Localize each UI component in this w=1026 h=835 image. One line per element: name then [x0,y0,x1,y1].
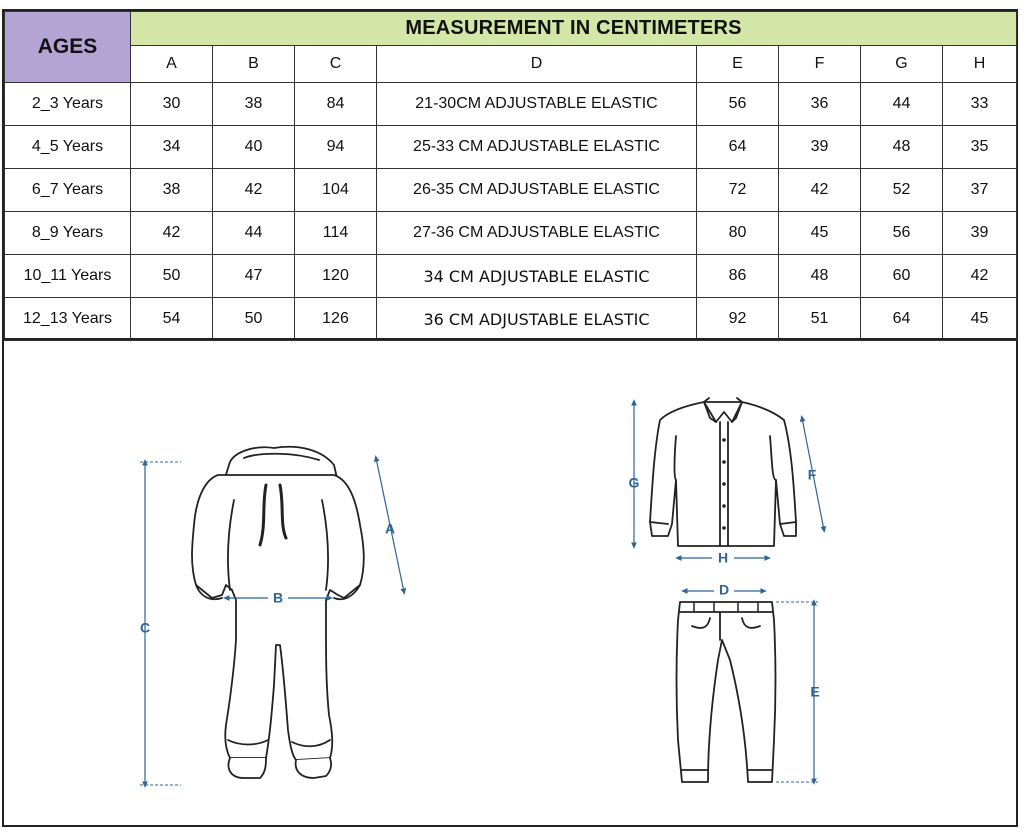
value-cell: 72 [697,169,779,212]
value-cell: 56 [861,212,943,255]
value-cell: 56 [697,83,779,126]
value-cell: 51 [779,298,861,341]
value-cell: 48 [861,126,943,169]
value-cell: 64 [861,298,943,341]
label-g: G [628,474,640,491]
value-cell: 45 [943,298,1017,341]
column-header-g: G [861,46,943,83]
value-cell: 42 [779,169,861,212]
value-cell: 42 [131,212,213,255]
elastic-cell: 21-30CM ADJUSTABLE ELASTIC [377,83,697,126]
value-cell: 44 [213,212,295,255]
value-cell: 52 [861,169,943,212]
value-cell: 84 [295,83,377,126]
column-header-c: C [295,46,377,83]
column-header-b: B [213,46,295,83]
value-cell: 39 [943,212,1017,255]
value-cell: 42 [213,169,295,212]
value-cell: 92 [697,298,779,341]
table-title: MEASUREMENT IN CENTIMETERS [131,12,1017,46]
value-cell: 45 [779,212,861,255]
age-cell: 10_11 Years [5,255,131,298]
onesie-outline [192,447,364,778]
column-header-f: F [779,46,861,83]
label-d: D [718,581,730,598]
value-cell: 64 [697,126,779,169]
value-cell: 54 [131,298,213,341]
column-header-e: E [697,46,779,83]
table-row [5,298,1017,341]
value-cell: 33 [943,83,1017,126]
label-c: C [139,619,151,636]
pants-outline [677,602,776,782]
ages-header: AGES [5,12,131,83]
elastic-cell: 27-36 CM ADJUSTABLE ELASTIC [377,212,697,255]
value-cell: 50 [213,298,295,341]
value-cell: 120 [295,255,377,298]
measurement-table [4,11,1017,341]
value-cell: 114 [295,212,377,255]
table-row [5,212,1017,255]
elastic-cell: 25-33 CM ADJUSTABLE ELASTIC [377,126,697,169]
value-cell: 38 [131,169,213,212]
elastic-cell: 34 CM ADJUSTABLE ELASTIC [377,255,697,298]
table-row [5,83,1017,126]
table-row [5,255,1017,298]
value-cell: 37 [943,169,1017,212]
value-cell: 36 [779,83,861,126]
value-cell: 94 [295,126,377,169]
value-cell: 48 [779,255,861,298]
column-header-d: D [377,46,697,83]
label-f: F [807,466,817,483]
elastic-cell: 36 CM ADJUSTABLE ELASTIC [377,298,697,341]
elastic-cell: 26-35 CM ADJUSTABLE ELASTIC [377,169,697,212]
table-row [5,126,1017,169]
age-cell: 12_13 Years [5,298,131,341]
value-cell: 30 [131,83,213,126]
label-e: E [810,683,820,700]
value-cell: 60 [861,255,943,298]
value-cell: 47 [213,255,295,298]
value-cell: 80 [697,212,779,255]
value-cell: 39 [779,126,861,169]
age-cell: 6_7 Years [5,169,131,212]
label-b: B [272,589,284,606]
column-header-a: A [131,46,213,83]
age-cell: 8_9 Years [5,212,131,255]
value-cell: 86 [697,255,779,298]
value-cell: 34 [131,126,213,169]
column-header-h: H [943,46,1017,83]
label-h: H [717,549,729,566]
age-cell: 2_3 Years [5,83,131,126]
size-chart [2,9,1018,827]
age-cell: 4_5 Years [5,126,131,169]
value-cell: 104 [295,169,377,212]
measurement-diagram [4,340,1016,825]
value-cell: 44 [861,83,943,126]
value-cell: 38 [213,83,295,126]
value-cell: 50 [131,255,213,298]
value-cell: 35 [943,126,1017,169]
garment-illustration [4,340,1016,825]
table-row [5,169,1017,212]
label-a: A [384,520,396,537]
value-cell: 126 [295,298,377,341]
value-cell: 40 [213,126,295,169]
value-cell: 42 [943,255,1017,298]
shirt-outline [650,398,796,546]
